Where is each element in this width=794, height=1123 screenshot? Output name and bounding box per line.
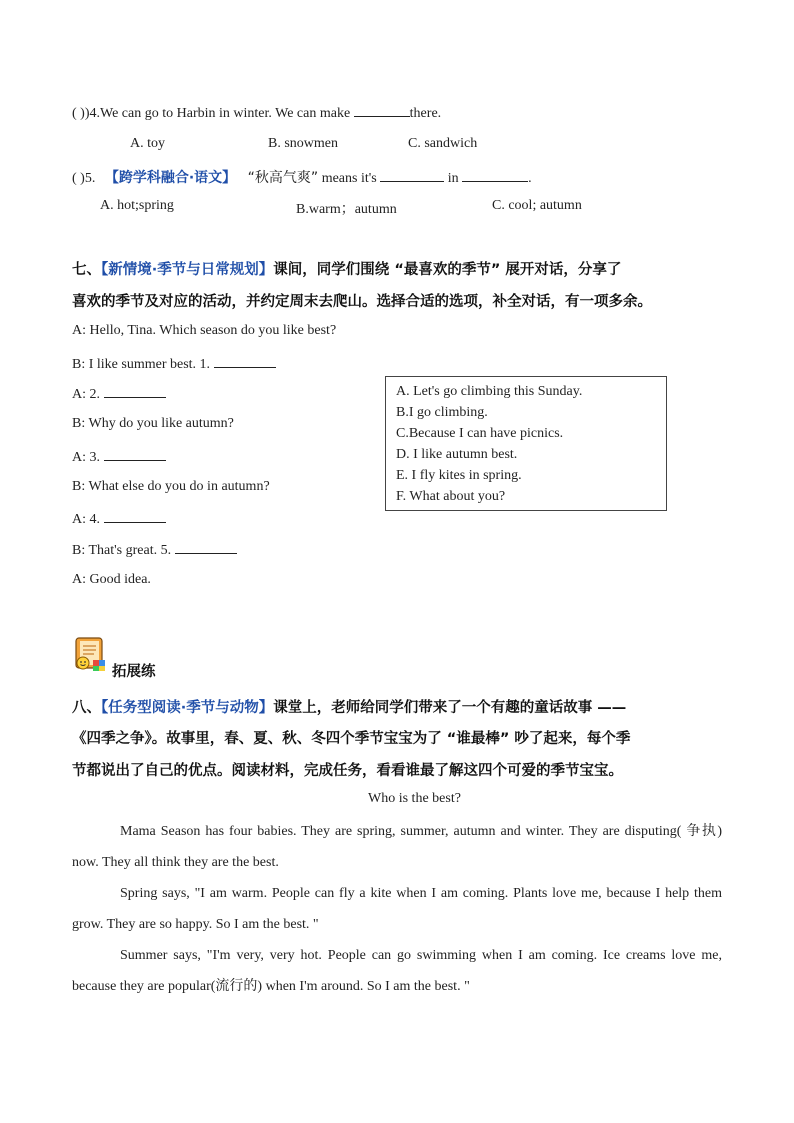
section-8-intro: 课堂上，老师给同学们带来了一个有趣的童话故事 ——: [273, 700, 627, 716]
q5-text1: means it's: [318, 171, 381, 186]
section-8-intro-line2: 《四季之争》。故事里，春、夏、秋、冬四个季节宝宝为了 “谁最棒” 吵了起来，每个季: [72, 731, 631, 747]
q4-option-b: B. snowmen: [268, 136, 338, 151]
section-8-intro-line3: 节都说出了自己的优点。阅读材料，完成任务，看看谁最了解这四个可爱的季节宝宝。: [72, 763, 623, 779]
q5-option-c: C. cool; autumn: [492, 198, 582, 213]
dialog-line-1: A: Hello, Tina. Which season do you like best?: [72, 323, 337, 338]
dialog-line-8: B: That's great. 5.: [72, 541, 237, 559]
q4-tail: there.: [409, 106, 442, 121]
blank-3[interactable]: [104, 448, 166, 461]
choice-b: B.I go climbing.: [396, 405, 488, 420]
answer-paren[interactable]: (: [72, 171, 81, 186]
section-8-heading: [72, 696, 626, 717]
q5-blank-2[interactable]: [462, 169, 528, 182]
q5-option-a: A. hot;spring: [100, 198, 174, 213]
section-7-number: 七、: [72, 262, 101, 278]
section-8-tag: 【任务型阅读·季节与动物】: [101, 700, 274, 716]
section-7-tag: 【新情境·季节与日常规划】: [101, 262, 274, 278]
section-7-intro: 课间，同学们围绕 “最喜欢的季节” 展开对话，分享了: [273, 262, 622, 278]
blank-4[interactable]: [104, 510, 166, 523]
q5-quote: “秋高气爽”: [247, 170, 319, 186]
notebook-icon: [72, 636, 110, 672]
dialog-line-4: B: Why do you like autumn?: [72, 416, 234, 431]
dialog-line-3: A: 2.: [72, 385, 166, 403]
story-paragraph-3: Summer says, "I'm very, very hot. People can go swimming when I am coming. Ice creams love me, because they are popular(流行的) when I'm around. So I am the best. ": [72, 948, 722, 994]
q5-text2: in: [444, 171, 463, 186]
q5-text3: .: [528, 171, 532, 186]
choice-c: C.Because I can have picnics.: [396, 426, 564, 441]
q4-option-a: A. toy: [130, 136, 165, 151]
q5-blank-1[interactable]: [380, 169, 444, 182]
extension-label: 拓展练: [112, 664, 156, 680]
story-paragraph-2: Spring says, "I am warm. People can fly a kite when I am coming. Plants love me, because I help them grow. They are so happy. So I am the best. ": [72, 886, 722, 932]
q5-line: [72, 167, 532, 187]
section-7-heading: [72, 258, 621, 279]
q4-option-c: C. sandwich: [408, 136, 478, 151]
blank-2[interactable]: [104, 385, 166, 398]
choices-box: [385, 376, 667, 511]
dialog-line-6: B: What else do you do in autumn?: [72, 479, 270, 494]
q4-blank[interactable]: [354, 104, 410, 117]
story-paragraph-1: Mama Season has four babies. They are spring, summer, autumn and winter. They are disputing( 争执) now. They all think they are the best.: [72, 824, 722, 870]
story-title: Who is the best?: [368, 791, 461, 806]
q4-line: [72, 104, 441, 122]
dialog-line-2: B: I like summer best. 1.: [72, 355, 276, 373]
blank-1[interactable]: [214, 355, 276, 368]
choice-a: A. Let's go climbing this Sunday.: [396, 384, 583, 399]
section-8-number: 八、: [72, 700, 101, 716]
choice-d: D. I like autumn best.: [396, 447, 518, 462]
q5-option-b: B.warm；autumn: [296, 202, 397, 217]
q4-text: )4.We can go to Harbin in winter. We can make: [84, 106, 354, 121]
q5-tag: 【跨学科融合·语文】: [104, 170, 237, 186]
choice-f: F. What about you?: [396, 489, 506, 504]
q5-num: )5.: [80, 171, 96, 186]
choice-e: E. I fly kites in spring.: [396, 468, 522, 483]
answer-paren[interactable]: ( ): [72, 106, 85, 121]
dialog-line-7: A: 4.: [72, 510, 166, 528]
section-7-intro-line2: 喜欢的季节及对应的活动，并约定周末去爬山。选择合适的选项，补全对话，有一项多余。: [72, 294, 652, 310]
blank-5[interactable]: [175, 541, 237, 554]
dialog-line-9: A: Good idea.: [72, 572, 151, 587]
dialog-line-5: A: 3.: [72, 448, 166, 466]
